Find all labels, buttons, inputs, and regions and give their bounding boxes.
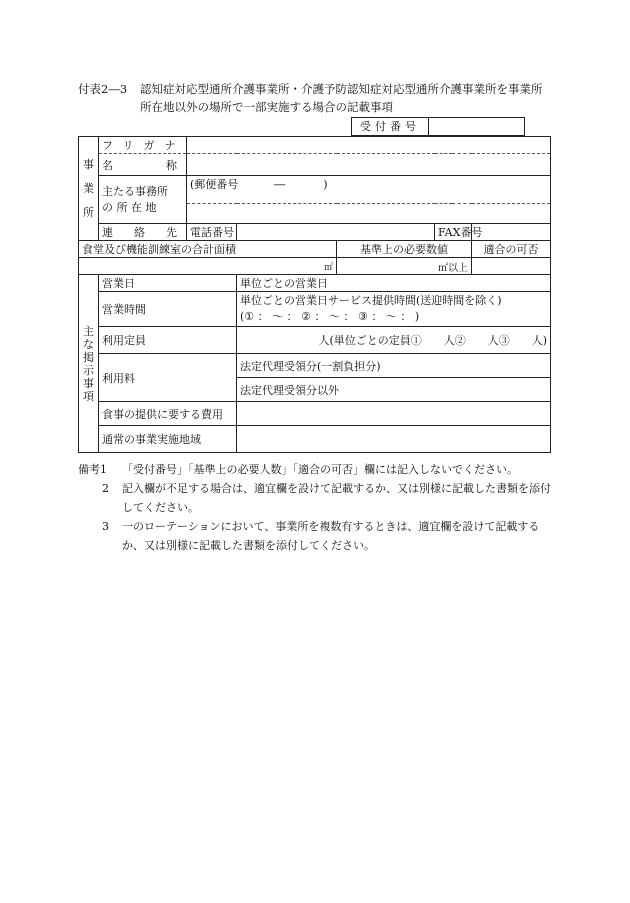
note-1-number: 備考1	[78, 463, 107, 476]
notes-section	[78, 460, 553, 555]
postal-code-field[interactable]: (郵便番号 ― )	[187, 176, 551, 204]
fee-statutory-field[interactable]: 法定代理受領分(一割負担分)	[237, 354, 551, 378]
note-3-number: 3	[102, 520, 109, 533]
area-required-label: 基準上の必要数値	[337, 241, 472, 258]
meal-cost-label: 食事の提供に要する費用	[99, 402, 237, 426]
capacity-field[interactable]: 人(単位ごとの定員① 人② 人③ 人)	[237, 327, 551, 354]
furigana-label: フリガナ	[99, 137, 187, 154]
area-fit-label: 適合の可否	[472, 241, 551, 258]
office-address-label: 主たる事務所 の 所 在 地	[99, 176, 187, 224]
note-2-number: 2	[102, 482, 109, 495]
note-3-text: 一のローテーションにおいて、事業所を複数有するときは、適宜欄を設けて記載するか、又は別様に記載した書類を添付してください。	[122, 520, 540, 552]
capacity-label: 利用定員	[99, 327, 237, 354]
office-address-field[interactable]	[187, 204, 551, 224]
note-1	[78, 460, 553, 479]
form-title-line2: 所在地以外の場所で一部実施する場合の記載事項	[140, 100, 393, 114]
phone-field[interactable]	[237, 224, 435, 241]
area-fit-field	[472, 258, 551, 275]
receipt-number-box	[351, 117, 525, 136]
note-3	[78, 517, 553, 555]
business-hours-field[interactable]: 単位ごとの営業日サービス提供時間(送迎時間を除く) (① ： ～ ： ② ： ～ ： ③ ： ～ ： )	[237, 292, 551, 327]
area-total-field[interactable]: ㎡	[79, 258, 337, 275]
meal-cost-field[interactable]	[237, 402, 551, 426]
fax-label: FAX番号	[435, 224, 472, 241]
service-area-label: 通常の事業実施地域	[99, 426, 237, 453]
area-required-field: ㎡以上	[337, 258, 472, 275]
note-2	[78, 479, 553, 517]
form-number: 付表2―3	[78, 82, 128, 96]
note-2-text: 記入欄が不足する場合は、適宜欄を設けて記載するか、又は別様に記載した書類を添付してください。	[122, 482, 551, 514]
area-total-label: 食堂及び機能訓練室の合計面積	[79, 241, 337, 258]
application-form-table	[78, 136, 551, 453]
business-hours-label: 営業時間	[99, 292, 237, 327]
office-name-label: 名 称	[99, 154, 187, 176]
business-days-field[interactable]: 単位ごとの営業日	[237, 275, 551, 292]
receipt-number-label: 受付番号	[352, 118, 429, 135]
note-1-text: 「受付番号」「基準上の必要人数」「適合の可否」欄には記入しないでください。	[122, 463, 518, 476]
main-items-group-label: 主 な 掲 示 事 項	[79, 275, 99, 453]
fee-other-field[interactable]: 法定代理受領分以外	[237, 378, 551, 402]
phone-label: 電話番号	[187, 224, 237, 241]
business-days-label: 営業日	[99, 275, 237, 292]
office-name-field[interactable]	[187, 154, 551, 176]
fee-label: 利用料	[99, 354, 237, 402]
fax-field[interactable]	[472, 224, 551, 241]
contact-label: 連 絡 先	[99, 224, 187, 241]
office-group-label: 事 業 所	[79, 137, 99, 241]
furigana-field[interactable]	[187, 137, 551, 154]
receipt-number-field[interactable]	[429, 118, 524, 135]
form-title-line1: 認知症対応型通所介護事業所・介護予防認知症対応型通所介護事業所を事業所	[140, 82, 543, 96]
service-area-field[interactable]	[237, 426, 551, 453]
